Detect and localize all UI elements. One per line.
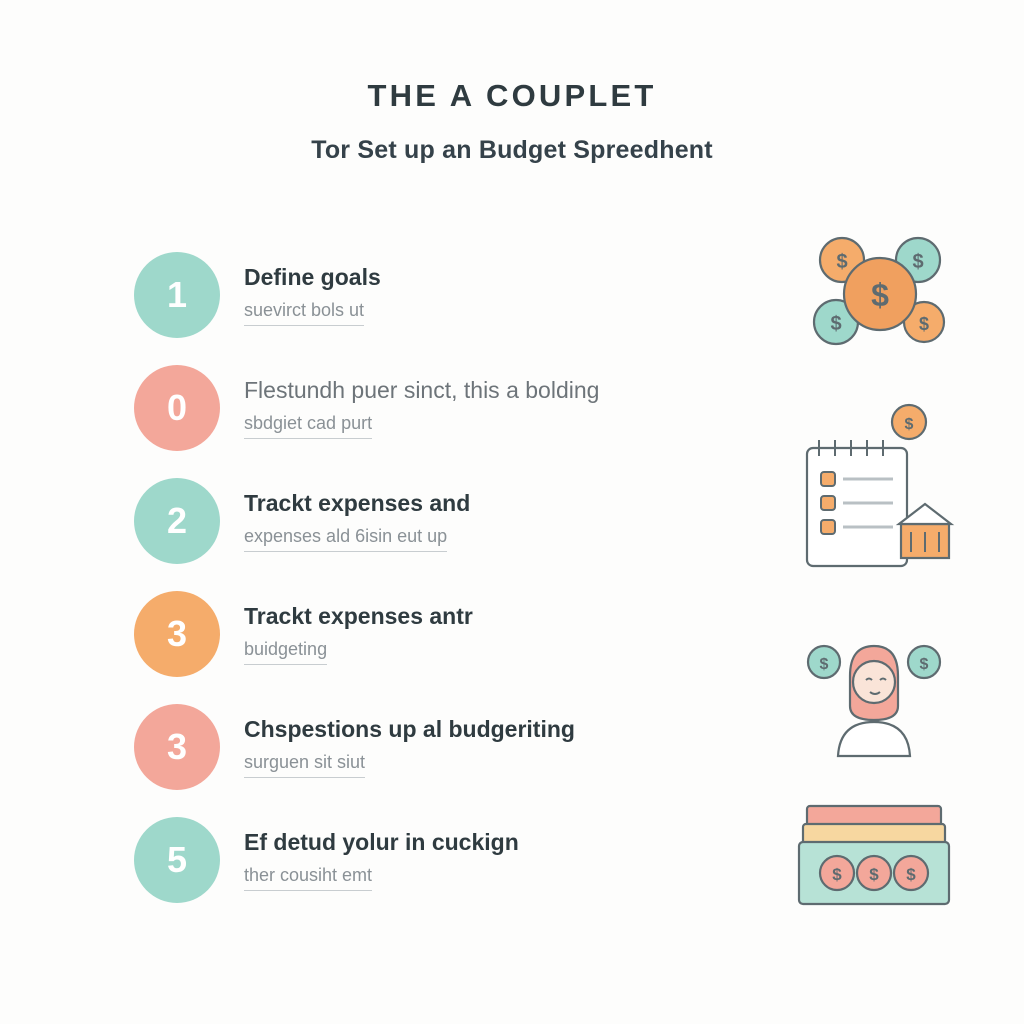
step-title: Define goals	[244, 264, 381, 291]
svg-text:$: $	[832, 865, 842, 884]
steps-list	[134, 238, 734, 916]
page-title: THE A COUPLET	[367, 78, 657, 113]
step-subtitle: expenses ald 6isin eut up	[244, 526, 447, 552]
step-title: Ef detud yolur in cuckign	[244, 829, 519, 856]
svg-text:$: $	[912, 251, 924, 273]
list-item	[134, 803, 734, 916]
step-text	[244, 489, 470, 552]
svg-text:$: $	[819, 656, 829, 673]
svg-text:$: $	[871, 277, 889, 313]
clipboard-checklist-illustration	[724, 400, 1024, 570]
page-subtitle: Tor Set up an Budget Spreedhent	[311, 136, 713, 164]
step-text	[244, 263, 381, 326]
step-text	[244, 715, 575, 778]
step-number-badge: 0	[134, 365, 220, 451]
step-subtitle: buidgeting	[244, 639, 327, 665]
step-number-badge: 1	[134, 252, 220, 338]
list-item	[134, 351, 734, 464]
step-title: Trackt expenses antr	[244, 603, 473, 630]
list-item	[134, 577, 734, 690]
step-subtitle: suevirct bols ut	[244, 300, 364, 326]
list-item	[134, 690, 734, 803]
list-item	[134, 238, 734, 351]
illustrations-column	[724, 0, 1024, 1024]
svg-text:$: $	[919, 656, 929, 673]
step-number-badge: 2	[134, 478, 220, 564]
step-title: Chspestions up al budgeriting	[244, 716, 575, 743]
step-text	[244, 602, 473, 665]
step-subtitle: sbdgiet cad purt	[244, 413, 372, 439]
step-number-badge: 5	[134, 817, 220, 903]
list-item	[134, 464, 734, 577]
step-subtitle: surguen sit siut	[244, 752, 365, 778]
step-number-badge: 3	[134, 591, 220, 677]
step-title: Trackt expenses and	[244, 490, 471, 517]
step-text	[244, 376, 599, 439]
step-subtitle: ther cousiht emt	[244, 865, 372, 891]
step-text	[244, 828, 519, 891]
svg-text:$: $	[869, 865, 879, 884]
cash-stack-illustration	[724, 790, 1024, 920]
person-with-coins-illustration	[724, 630, 1024, 760]
svg-text:$: $	[836, 251, 848, 273]
step-number-badge: 3	[134, 704, 220, 790]
svg-text:$: $	[904, 416, 914, 433]
step-title: Flestundh puer sinct, this a bolding	[244, 377, 600, 404]
svg-text:$: $	[906, 865, 916, 884]
svg-text:$: $	[830, 313, 842, 335]
svg-text:$: $	[918, 314, 930, 334]
coins-cluster-illustration	[724, 222, 1024, 362]
